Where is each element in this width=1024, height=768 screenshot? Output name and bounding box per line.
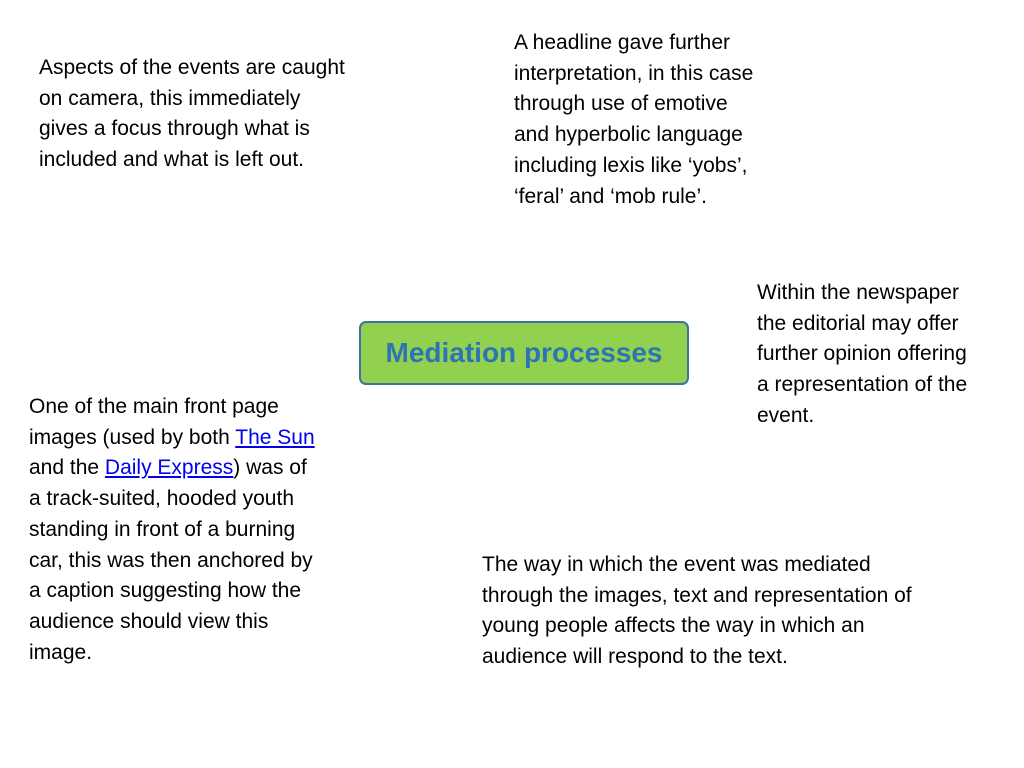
- images-text-block: [29, 392, 315, 668]
- text-line: on camera, this immediately: [39, 86, 301, 110]
- text-line: a representation of the: [757, 373, 968, 397]
- text-line: a track-suited, hooded youth: [29, 487, 295, 511]
- text-line: further opinion offering: [757, 342, 967, 366]
- text-line: audience will respond to the text.: [482, 645, 788, 669]
- text-line: a caption suggesting how the: [29, 579, 302, 603]
- text-line: car, this was then anchored by: [29, 548, 313, 572]
- text-line: through use of emotive: [514, 92, 728, 116]
- text-line: A headline gave further: [514, 31, 730, 54]
- text-line: and hyperbolic language: [514, 123, 743, 147]
- text-fragment: and the: [29, 456, 105, 480]
- text-line: [29, 453, 315, 484]
- text-line: standing in front of a burning: [29, 517, 296, 541]
- central-topic-box: [359, 321, 689, 385]
- text-line: the editorial may offer: [757, 311, 959, 335]
- text-line: included and what is left out.: [39, 148, 305, 172]
- text-line: Within the newspaper: [757, 281, 959, 304]
- daily-express-link[interactable]: Daily Express: [104, 456, 234, 480]
- headline-text-block: [514, 28, 753, 212]
- text-line: Aspects of the events are caught: [39, 56, 345, 79]
- text-line: image.: [29, 640, 93, 664]
- text-line: [29, 423, 315, 454]
- mediation-summary-text-block: [482, 550, 912, 673]
- text-line: young people affects the way in which an: [482, 614, 865, 638]
- text-line: ‘feral’ and ‘mob rule’.: [514, 184, 707, 208]
- text-fragment: images (used by both: [29, 425, 236, 449]
- camera-text-block: [39, 53, 345, 176]
- text-line: gives a focus through what is: [39, 117, 310, 141]
- editorial-text-block: [757, 278, 967, 432]
- text-line: including lexis like ‘yobs’,: [514, 153, 748, 177]
- text-line: through the images, text and representation of: [482, 583, 912, 607]
- text-line: interpretation, in this case: [514, 61, 754, 85]
- text-line: One of the main front page: [29, 395, 279, 418]
- the-sun-link[interactable]: The Sun: [235, 425, 315, 449]
- text-line: The way in which the event was mediated: [482, 553, 871, 576]
- text-line: event.: [757, 403, 815, 427]
- text-line: audience should view this: [29, 609, 269, 633]
- central-topic-title: Mediation processes: [385, 337, 663, 368]
- text-fragment: ) was of: [233, 456, 307, 480]
